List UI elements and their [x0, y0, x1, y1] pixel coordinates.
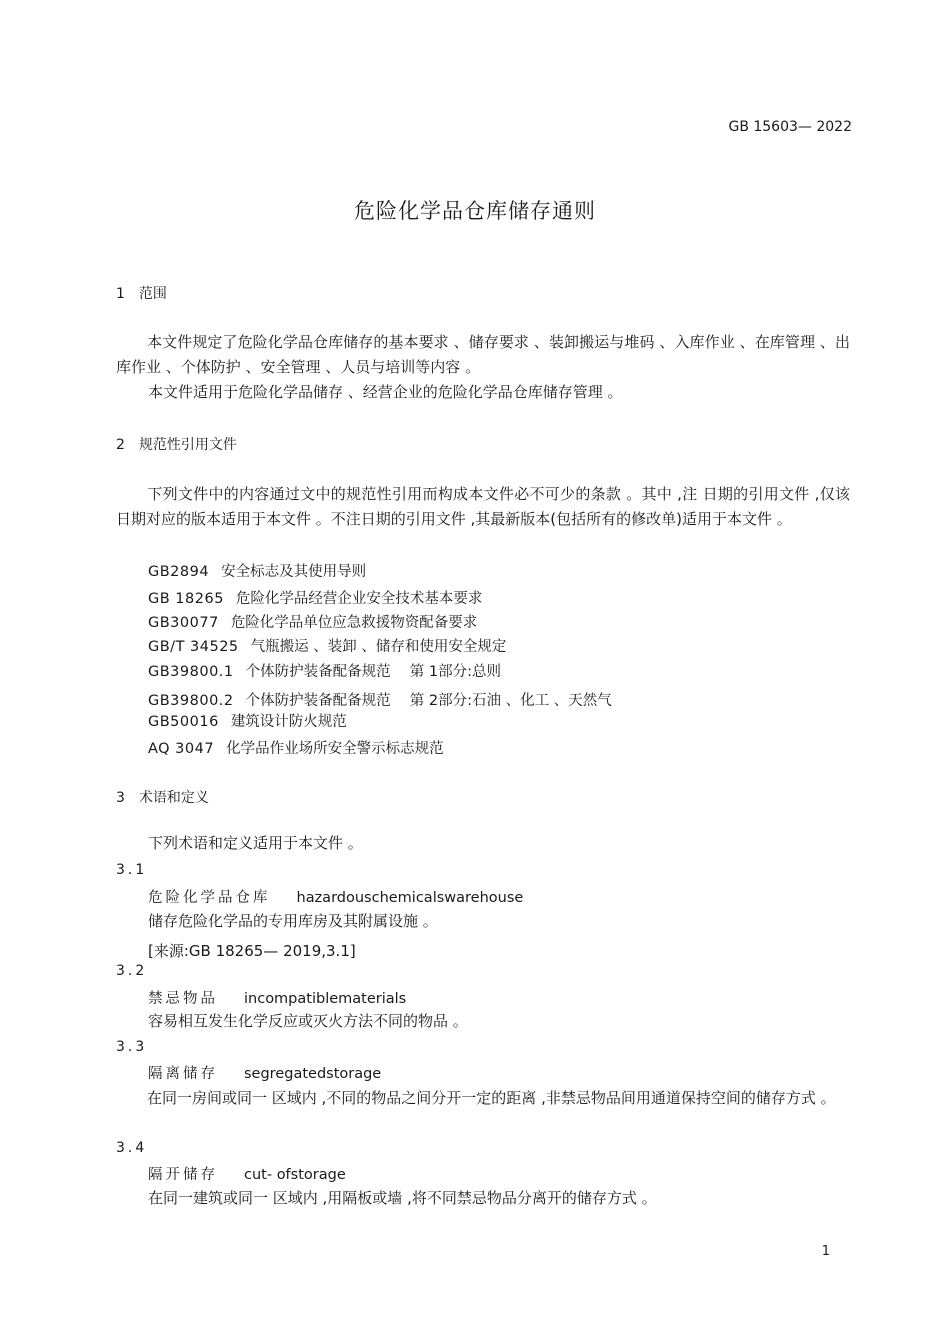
reference-title: 建筑设计防火规范 — [230, 714, 347, 730]
section-3-intro: 下列术语和定义适用于本文件 。 — [148, 834, 363, 852]
term-entry — [148, 886, 523, 907]
term-definition: 容易相互发生化学反应或灭火方法不同的物品 。 — [148, 1012, 468, 1030]
term-entry — [148, 987, 406, 1008]
reference-title: 气瓶搬运 、装卸 、储存和使用安全规定 — [250, 639, 507, 655]
document-title: 危险化学品仓库储存通则 — [354, 199, 596, 223]
normative-reference — [148, 710, 347, 731]
term-english: segregatedstorage — [244, 1066, 382, 1082]
term-definition: 在同一建筑或同一 区域内 ,用隔板或墙 ,将不同禁忌物品分离开的储存方式 。 — [148, 1189, 657, 1207]
section-2-heading: 2 规范性引用文件 — [116, 437, 237, 453]
normative-reference — [148, 587, 482, 608]
page-number: 1 — [821, 1244, 830, 1259]
normative-reference — [148, 737, 444, 758]
section-1-paragraph-1: 本文件规定了危险化学品仓库储存的基本要求 、储存要求 、装卸搬运与堆码 、入库作业 、在库管理 、出库作业 、个体防护 、安全管理 、人员与培训等内容 。 — [116, 333, 850, 376]
normative-reference — [148, 611, 477, 632]
reference-code: GB/T 34525 — [148, 639, 239, 655]
reference-code: GB30077 — [148, 615, 219, 631]
section-2-paragraph-1: 下列文件中的内容通过文中的规范性引用而构成本文件必不可少的条款 。其中 ,注 日期的引用文件 ,仅该日期对应的版本适用于本文件 。不注日期的引用文件 ,其最新版本(包括所有的修改单)适用于本文件 。 — [116, 485, 850, 528]
normative-reference — [148, 635, 506, 656]
term-definition: 在同一房间或同一 区域内 ,不同的物品之间分开一定的距离 ,非禁忌物品间用通道保持空间的储存方式 。 — [147, 1089, 836, 1107]
section-3-heading: 3 术语和定义 — [116, 790, 209, 806]
reference-title: 个体防护装备配备规范 第 1部分:总则 — [245, 664, 501, 680]
reference-title: 危险化学品经营企业安全技术基本要求 — [235, 591, 483, 607]
term-source: [来源:GB 18265— 2019,3.1] — [148, 942, 356, 960]
term-definition: 储存危险化学品的专用库房及其附属设施 。 — [148, 912, 438, 930]
reference-code: GB50016 — [148, 714, 219, 730]
term-english: incompatiblematerials — [244, 991, 407, 1007]
term-entry — [148, 1062, 381, 1083]
normative-reference — [148, 660, 501, 681]
term-chinese: 隔离储存 — [148, 1066, 218, 1082]
standard-number: GB 15603— 2022 — [728, 119, 852, 135]
term-number: 3.1 — [116, 862, 148, 878]
term-english: hazardouschemicalswarehouse — [296, 890, 524, 906]
reference-title: 危险化学品单位应急救援物资配备要求 — [230, 615, 478, 631]
term-number: 3.4 — [116, 1140, 148, 1156]
section-1-paragraph-2: 本文件适用于危险化学品储存 、经营企业的危险化学品仓库储存管理 。 — [148, 383, 623, 401]
reference-code: GB 18265 — [148, 591, 224, 607]
term-chinese: 禁忌物品 — [148, 991, 218, 1007]
normative-reference — [148, 560, 366, 581]
term-chinese: 危险化学品仓库 — [148, 890, 271, 906]
reference-title: 个体防护装备配备规范 第 2部分:石油 、化工 、天然气 — [245, 693, 612, 709]
reference-title: 化学品作业场所安全警示标志规范 — [226, 741, 444, 757]
reference-code: GB39800.2 — [148, 693, 234, 709]
reference-code: AQ 3047 — [148, 741, 215, 757]
term-entry — [148, 1163, 346, 1184]
term-number: 3.2 — [116, 963, 148, 979]
term-number: 3.3 — [116, 1039, 148, 1055]
term-english: cut- ofstorage — [244, 1167, 346, 1183]
section-1-heading: 1 范围 — [116, 286, 167, 302]
term-chinese: 隔开储存 — [148, 1167, 218, 1183]
reference-title: 安全标志及其使用导则 — [221, 564, 367, 580]
reference-code: GB39800.1 — [148, 664, 234, 680]
reference-code: GB2894 — [148, 564, 210, 580]
normative-reference — [148, 689, 612, 710]
